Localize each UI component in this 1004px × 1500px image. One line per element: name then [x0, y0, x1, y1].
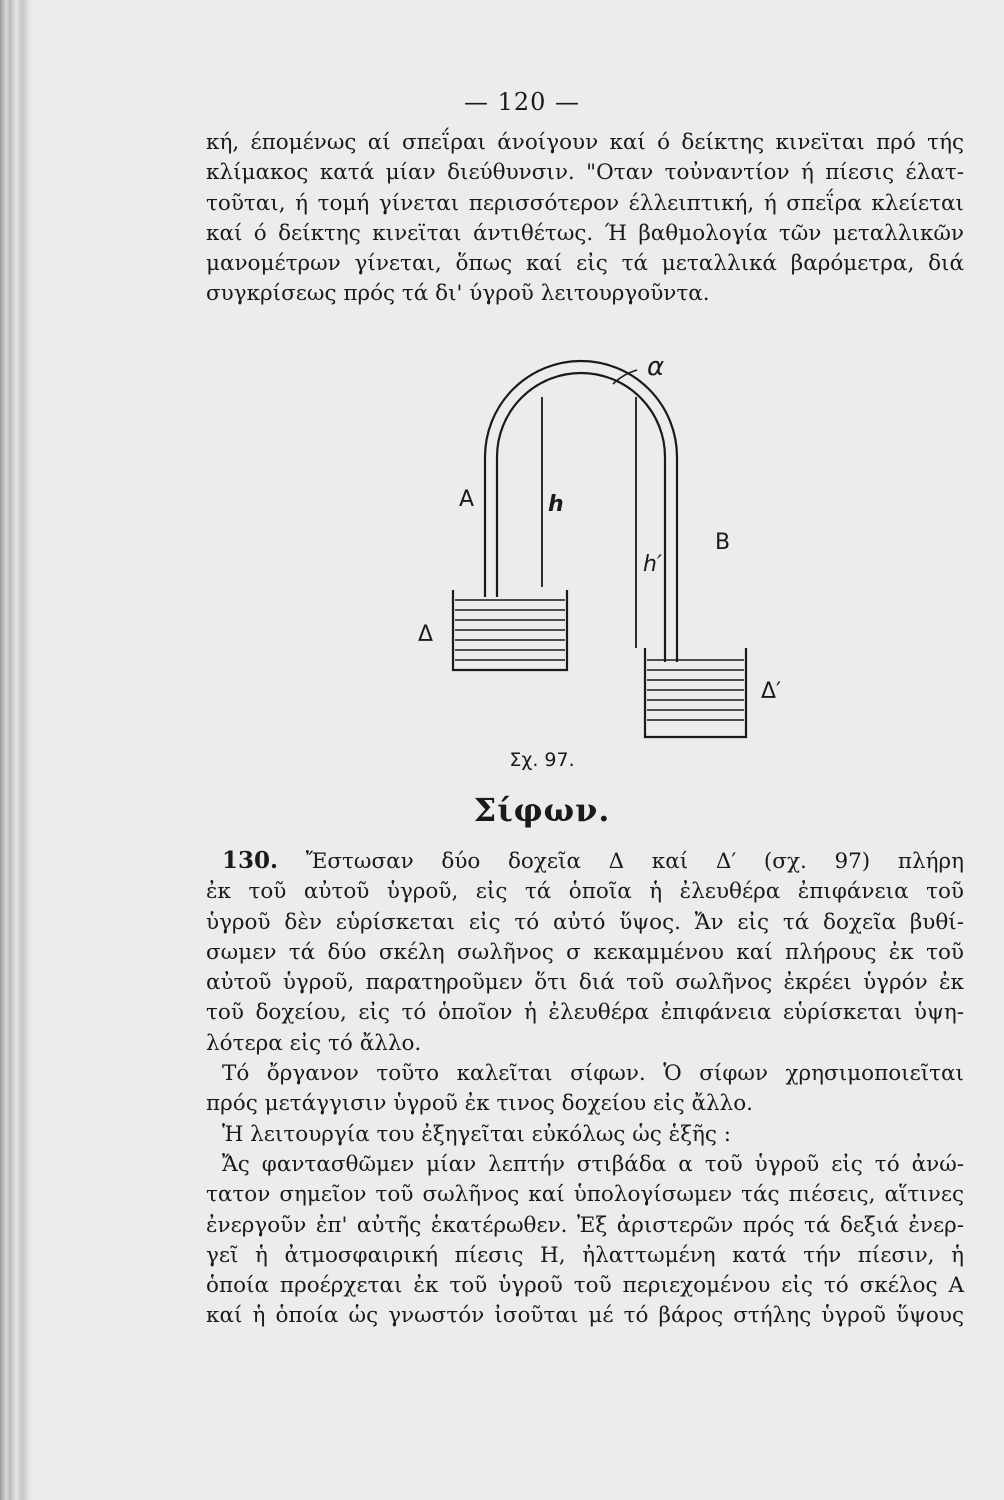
text-line: γεῖ ἡ ἀτμοσφαιρική πίεσις Η, ἠλαττωμένη κατά τήν πίεσιν, ἡ	[206, 1242, 964, 1268]
right-vessel	[645, 648, 746, 737]
right-liquid-lines	[647, 660, 744, 720]
text-line-content: Ἔστωσαν δύο δοχεῖα Δ καί Δ′ (σχ. 97) πλήρη	[305, 849, 964, 874]
label-A: A	[459, 487, 475, 512]
text-line: ὁποία προέρχεται ἐκ τοῦ ὑγροῦ τοῦ περιεχομένου εἰς τό σκέλος Α	[206, 1273, 964, 1299]
siphon-tube-inner	[497, 373, 665, 662]
label-alpha: α	[647, 352, 665, 382]
text-line: κλίμακος κατά μίαν διεύθυνσιν. "Οταν τοὐναντίον ή πίεσις έλατ-	[206, 160, 964, 186]
label-B: B	[715, 530, 731, 555]
text-line: συγκρίσεως πρός τά δι' ύγροῦ λειτουργοῦντα.	[206, 281, 710, 307]
left-liquid-lines	[455, 600, 565, 660]
text-line: καί ἡ ὁποία ὡς γνωστόν ἰσοῦται μέ τό βάρος στήλης ὑγροῦ ὕψους	[206, 1303, 964, 1329]
text-line: ἐνεργοῦν ἐπ' αὐτῆς ἑκατέρωθεν. Ἐξ ἀριστερῶν πρός τά δεξιά ἐνερ-	[206, 1212, 964, 1238]
text-line: σωμεν τά δύο σκέλη σωλῆνος σ κεκαμμένου καί πλήρους ἐκ τοῦ	[206, 939, 964, 965]
text-line: καί ό δείκτης κινεϊται άντιθέτως. Ή βαθμολογία τῶν μεταλλικῶν	[206, 220, 964, 246]
text-line: λότερα εἰς τό ἄλλο.	[206, 1030, 422, 1056]
text-line: Ἄς φαντασθῶμεν μίαν λεπτήν στιβάδα α τοῦ ὑγροῦ εἰς τό ἀνώ-	[222, 1151, 964, 1177]
section-title: Σίφων.	[473, 791, 611, 829]
siphon-figure	[415, 352, 795, 752]
paragraph-number: 130.	[222, 847, 279, 874]
text-line: μανομέτρων γίνεται, ὅπως καί εἰς τά μεταλλικά βαρόμετρα, διά	[206, 251, 964, 277]
text-line: τοῦται, ή τομή γίνεται περισσότερον έλλειπτική, ή σπεΐρα κλείεται	[206, 190, 964, 216]
label-delta-prime: Δ′	[761, 679, 782, 704]
label-h-prime: h′	[643, 552, 662, 577]
text-line: τοῦ δοχείου, εἰς τό ὁποῖον ἡ ἐλευθέρα ἐπιφάνεια εὑρίσκεται ὑψη-	[206, 1000, 964, 1026]
text-line: αὐτοῦ ὑγροῦ, παρατηροῦμεν ὅτι διά τοῦ σωλῆνος ἐκρέει ὑγρόν ἐκ	[206, 970, 964, 996]
text-line: ἐκ τοῦ αὐτοῦ ὑγροῦ, εἰς τά ὁποῖα ἡ ἐλευθέρα ἐπιφάνεια τοῦ	[206, 879, 964, 905]
figure-caption: Σχ. 97.	[509, 749, 575, 771]
top-paragraph	[206, 128, 964, 310]
text-line: πρός μετάγγισιν ὑγροῦ ἐκ τινος δοχείου εἰς ἄλλο.	[206, 1091, 754, 1117]
text-line: Ἡ λειτουργία του ἐξηγεῖται εὐκόλως ὡς ἑξῆς :	[222, 1121, 732, 1147]
siphon-diagram	[415, 352, 795, 752]
text-line: κή, έπομένως αί σπεΐραι άνοίγουν καί ό δείκτης κινεϊται πρό τής	[206, 130, 964, 155]
page-number: — 120 —	[463, 88, 581, 116]
text-line	[206, 846, 964, 877]
label-delta: Δ	[418, 622, 434, 647]
section-body	[206, 846, 964, 1332]
text-line: Τό ὄργανον τοῦτο καλεῖται σίφων. Ὁ σίφων χρησιμοποιεῖται	[222, 1061, 964, 1087]
text-line: τατον σημεῖον τοῦ σωλῆνος καί ὑπολογίσωμεν τάς πιέσεις, αἵτινες	[206, 1182, 964, 1208]
book-page	[40, 0, 1004, 1500]
text-line: ὑγροῦ δὲν εὑρίσκεται εἰς τό αὐτό ὕψος. Ἄν εἰς τά δοχεῖα βυθί-	[206, 909, 964, 935]
label-h: h	[548, 492, 564, 517]
